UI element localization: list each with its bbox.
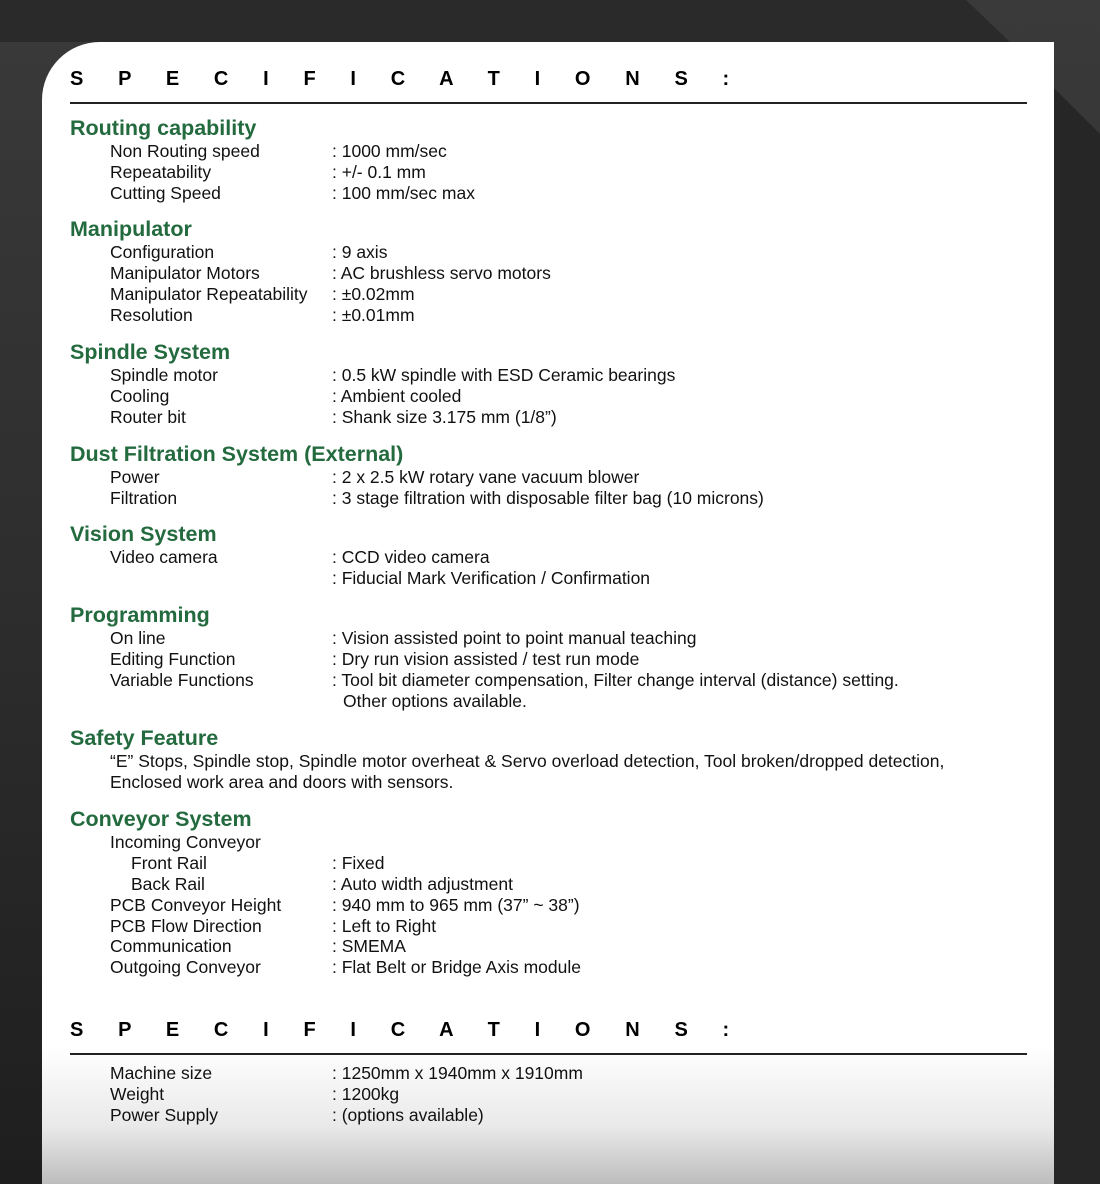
spec-label: Router bit [110,407,186,427]
spec-value: : Flat Belt or Bridge Axis module [332,957,581,977]
spec-label: On line [110,628,166,648]
spec-value: : 1250mm x 1940mm x 1910mm [332,1063,583,1083]
spindle-title: Spindle System [70,340,231,364]
spec-label: Cutting Speed [110,183,221,203]
spec-label: Repeatability [110,162,212,182]
spec-label: PCB Conveyor Height [110,895,282,915]
spec-label: Power [110,467,160,487]
heading-divider [70,1053,1027,1055]
spec-value: : 940 mm to 965 mm (37” ~ 38”) [332,895,580,915]
spec-value: : AC brushless servo motors [332,263,551,283]
spec-label: Power Supply [110,1105,218,1125]
spec-value: : ±0.02mm [332,284,415,304]
spec-value: : 0.5 kW spindle with ESD Ceramic bearings [332,365,676,385]
spec-value: : 1200kg [332,1084,400,1104]
specifications-heading: S P E C I F I C A T I O N S : [70,68,744,90]
spec-value: : 3 stage filtration with disposable filter bag (10 microns) [332,488,764,508]
spec-label: Front Rail [131,853,207,873]
spec-label: Resolution [110,305,193,325]
spec-value: : Fixed [332,853,385,873]
spec-value: : (options available) [332,1105,484,1125]
spec-label: Editing Function [110,649,236,669]
spec-label: PCB Flow Direction [110,916,262,936]
spec-value: : 1000 mm/sec [332,141,447,161]
spec-label: Cooling [110,386,170,406]
spec-value: : 100 mm/sec max [332,183,475,203]
spec-value: : Fiducial Mark Verification / Confirmation [332,568,651,588]
spec-value: : SMEMA [332,936,406,956]
spec-label: Outgoing Conveyor [110,957,261,977]
spec-value: : Vision assisted point to point manual teaching [332,628,697,648]
spec-label: Machine size [110,1063,213,1083]
spec-value: : ±0.01mm [332,305,415,325]
spec-value: : Auto width adjustment [332,874,513,894]
spec-label: Communication [110,936,232,956]
spec-value: : Dry run vision assisted / test run mode [332,649,640,669]
manipulator-title: Manipulator [70,217,192,241]
spec-value: : Left to Right [332,916,437,936]
spec-label: Spindle motor [110,365,218,385]
dust-filtration-title: Dust Filtration System (External) [70,442,404,466]
programming-title: Programming [70,603,210,627]
spec-label: Manipulator Motors [110,263,260,283]
vision-title: Vision System [70,522,217,546]
spec-label: Configuration [110,242,215,262]
spec-label: Video camera [110,547,218,567]
spec-label: Weight [110,1084,165,1104]
spec-value: : Tool bit diameter compensation, Filter change interval (distance) setting. [332,670,899,690]
spec-value: : 2 x 2.5 kW rotary vane vacuum blower [332,467,640,487]
spec-value: : CCD video camera [332,547,490,567]
spec-label: Back Rail [131,874,205,894]
spec-value: Other options available. [343,691,527,711]
specifications-heading-2: S P E C I F I C A T I O N S : [70,1019,744,1041]
spec-label: Manipulator Repeatability [110,284,308,304]
routing-title: Routing capability [70,116,257,140]
conveyor-title: Conveyor System [70,807,252,831]
spec-label: Incoming Conveyor [110,832,261,852]
spec-value: : Ambient cooled [332,386,462,406]
spec-value: : 9 axis [332,242,388,262]
heading-divider [70,102,1027,104]
safety-description: “E” Stops, Spindle stop, Spindle motor overheat & Servo overload detection, Tool broken/dropped detection, Enclosed work area and doors with sensors. [110,751,945,792]
spec-value: : Shank size 3.175 mm (1/8”) [332,407,557,427]
spec-label: Non Routing speed [110,141,260,161]
spec-label: Filtration [110,488,178,508]
spec-label: Variable Functions [110,670,254,690]
spec-value: : +/- 0.1 mm [332,162,426,182]
safety-title: Safety Feature [70,726,219,750]
